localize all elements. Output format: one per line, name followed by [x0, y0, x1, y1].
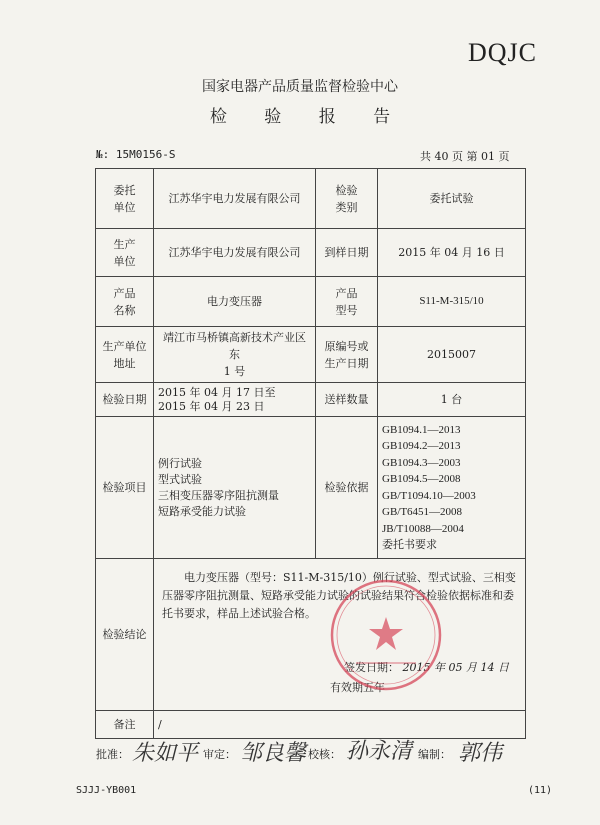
- table-row: [96, 229, 526, 277]
- table-row: [96, 327, 526, 383]
- client-value: 江苏华宇电力发展有限公司: [154, 169, 316, 229]
- page-marker: (11): [528, 785, 553, 796]
- conclusion-label: 检验结论: [96, 559, 154, 711]
- test-item: 短路承受能力试验: [158, 504, 246, 518]
- test-items-label: 检验项目: [96, 417, 154, 559]
- product-model-value: S11-M-315/10: [378, 277, 526, 327]
- product-model-label: 产品 型号: [316, 277, 378, 327]
- remarks-label: 备注: [96, 711, 154, 739]
- official-stamp-icon: [326, 575, 446, 695]
- test-items-cell: [154, 417, 316, 559]
- test-item: 三相变压器零序阻抗测量: [158, 488, 279, 502]
- serial-value: 2015007: [378, 327, 526, 383]
- standard-item: GB/T1094.10—2003: [382, 489, 476, 502]
- quantity-label: 送样数量: [316, 383, 378, 417]
- manufacturer-label: 生产 单位: [96, 229, 154, 277]
- table-row: [96, 169, 526, 229]
- issue-date-label: 签发日期：: [344, 661, 399, 674]
- report-table: [95, 168, 526, 739]
- standard-item: GB1094.1—2013: [382, 423, 461, 436]
- compile-label: 编制：: [418, 748, 451, 761]
- report-number: [96, 148, 175, 161]
- report-number-label: №:: [96, 148, 110, 161]
- validity-note: 有效期五年: [330, 681, 385, 694]
- issue-date-value: 2015 年 05 月 14 日: [402, 661, 509, 674]
- table-row: [96, 383, 526, 417]
- standard-item: 委托书要求: [382, 539, 437, 551]
- conclusion-text: 电力变压器（型号：S11-M-315/10）例行试验、型式试验、三相变压器零序阻抗测量、短路承受能力试验的试验结果符合检验依据标准和委托书要求，样品上述试验合格。: [162, 571, 516, 620]
- arrival-date-label: 到样日期: [316, 229, 378, 277]
- test-date-value: 2015 年 04 月 17 日至 2015 年 04 月 23 日: [154, 383, 316, 417]
- approve-label: 批准：: [96, 748, 129, 761]
- address-value: 靖江市马桥镇高新技术产业区东 1 号: [154, 327, 316, 383]
- test-item: 型式试验: [158, 472, 202, 486]
- review-label: 审定：: [203, 748, 236, 761]
- page-count: 共 40 页 第 01 页: [420, 150, 510, 163]
- test-type-label: 检验 类别: [316, 169, 378, 229]
- address-label: 生产单位 地址: [96, 327, 154, 383]
- test-date-label: 检验日期: [96, 383, 154, 417]
- test-basis-label: 检验依据: [316, 417, 378, 559]
- table-row: [96, 277, 526, 327]
- test-basis-cell: [378, 417, 526, 559]
- table-row: [96, 417, 526, 559]
- standard-item: GB1094.5—2008: [382, 473, 461, 485]
- check-signature: 孙永清: [346, 739, 413, 764]
- standard-item: GB/T6451—2008: [382, 506, 463, 518]
- test-type-value: 委托试验: [378, 169, 526, 229]
- form-code: SJJJ-YB001: [76, 785, 137, 796]
- serial-label: 原编号或 生产日期: [316, 327, 378, 383]
- manufacturer-value: 江苏华宇电力发展有限公司: [154, 229, 316, 277]
- organization-name: 国家电器产品质量监督检验中心: [202, 79, 398, 95]
- report-title: 检 验 报 告: [209, 107, 407, 127]
- product-name-label: 产品 名称: [96, 277, 154, 327]
- table-row: [96, 711, 526, 739]
- review-signature: 邹良馨: [240, 741, 307, 766]
- report-number-value: 15M0156-S: [115, 148, 176, 161]
- check-label: 校核：: [308, 748, 341, 761]
- remarks-value: /: [154, 711, 526, 739]
- table-row: [96, 559, 526, 711]
- standard-item: GB1094.2—2013: [382, 440, 461, 452]
- compile-signature: 郭伟: [458, 741, 503, 766]
- logo-text: DQJC: [468, 38, 538, 67]
- standard-item: GB1094.3—2003: [382, 456, 461, 469]
- product-name-value: 电力变压器: [154, 277, 316, 327]
- arrival-date-value: 2015 年 04 月 16 日: [378, 229, 526, 277]
- approve-signature: 朱如平: [132, 741, 199, 766]
- quantity-value: 1 台: [378, 383, 526, 417]
- client-label: 委托 单位: [96, 169, 154, 229]
- test-item: 例行试验: [158, 456, 202, 470]
- standard-item: JB/T10088—2004: [382, 522, 464, 535]
